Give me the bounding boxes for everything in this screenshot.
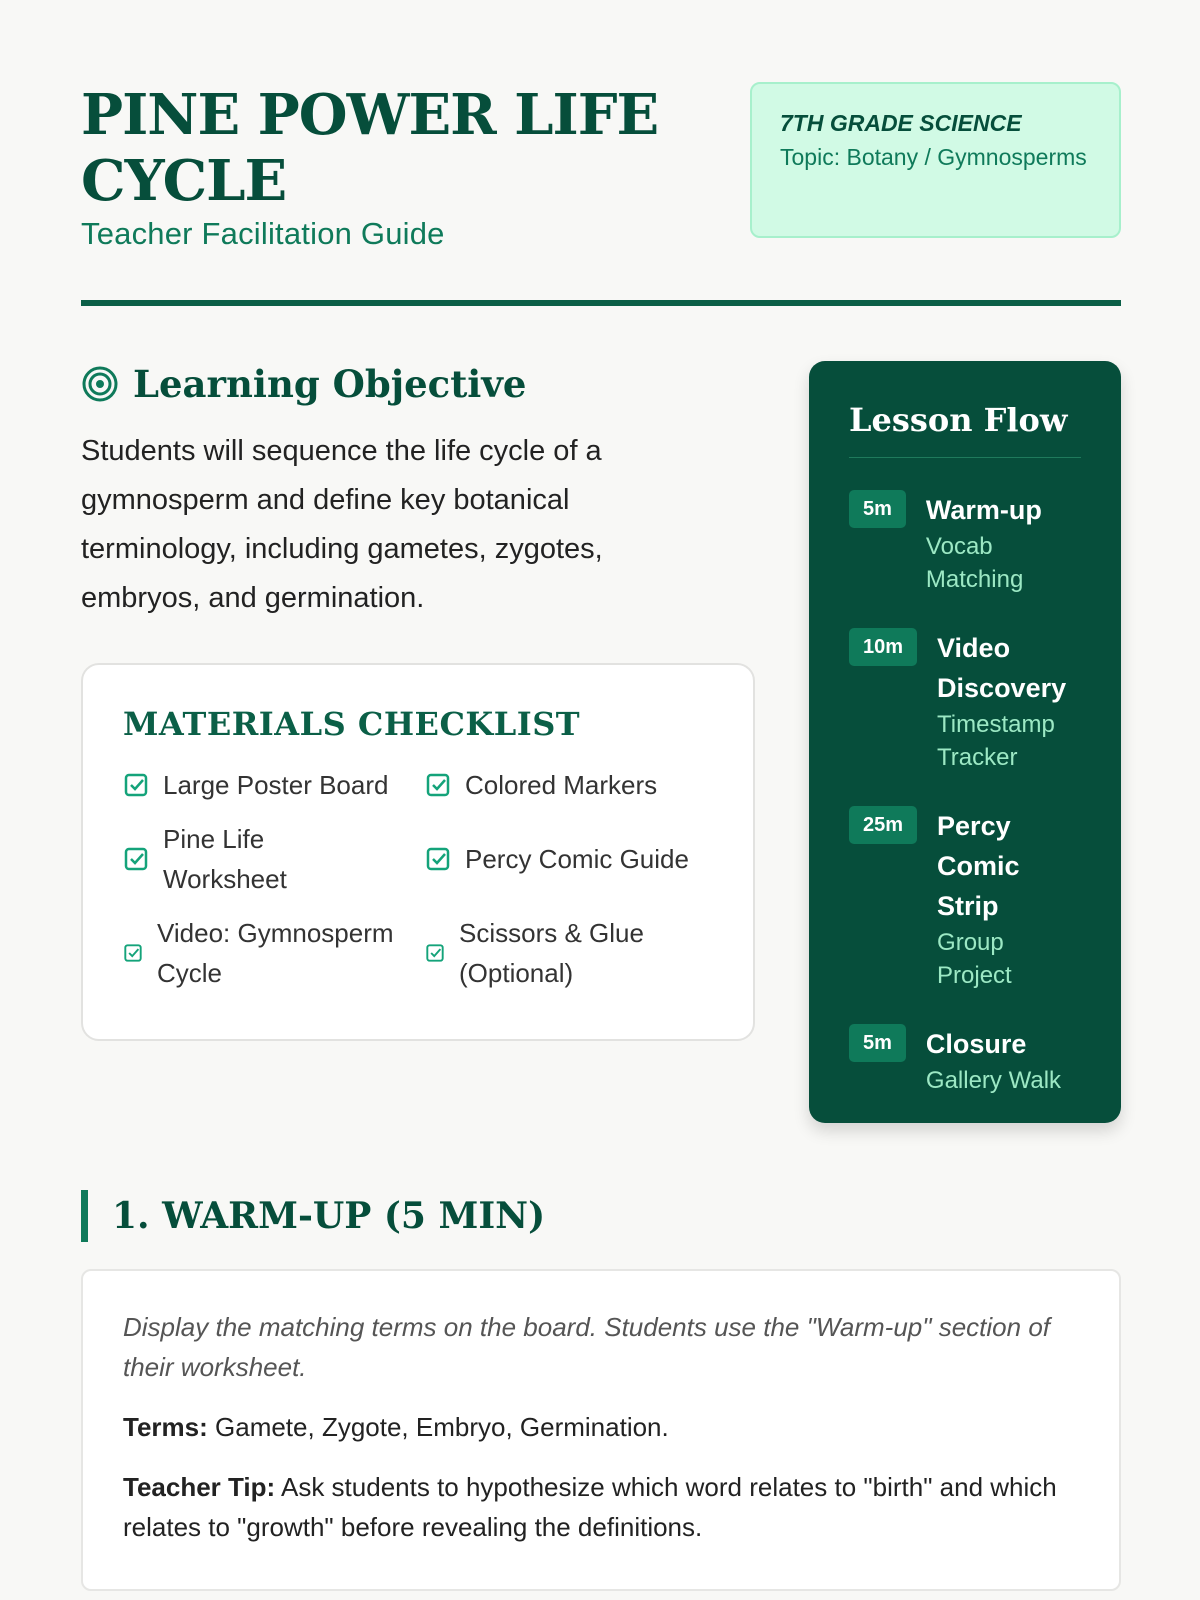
time-badge: 5m	[849, 1024, 906, 1062]
header	[81, 82, 1121, 308]
warmup-box	[81, 1269, 1121, 1591]
flow-item-desc: Vocab Matching	[925, 533, 1024, 593]
time-badge: 5m	[849, 490, 906, 528]
topic-label: Topic: Botany / Gymnosperms	[780, 144, 1087, 170]
material-label: Percy Comic Guide	[465, 844, 689, 874]
material-item	[425, 819, 725, 899]
material-item	[123, 819, 425, 899]
material-label: Pine Life Worksheet	[163, 824, 287, 894]
material-item	[425, 765, 725, 805]
material-item	[123, 765, 425, 805]
objective-heading	[81, 362, 526, 406]
lesson-flow-panel	[809, 361, 1121, 1123]
checkbox-checked-icon	[425, 846, 451, 872]
page-title: PINE POWER LIFE CYCLE	[81, 82, 659, 214]
grade-label: 7TH GRADE SCIENCE	[780, 110, 1022, 136]
checkbox-checked-icon	[123, 846, 149, 872]
lesson-flow-title: Lesson Flow	[849, 401, 1081, 458]
time-badge: 10m	[849, 628, 917, 666]
header-divider	[81, 300, 1121, 306]
checkbox-checked-icon	[123, 772, 149, 798]
materials-checklist	[81, 663, 755, 1041]
material-item	[425, 913, 725, 993]
grade-info-box	[750, 82, 1121, 238]
flow-item-name: Percy Comic Strip	[937, 811, 1020, 921]
objective-text: Students will sequence the life cycle of a gymnosperm and define key botanical terminology, including gametes, zygotes, embryos, and germination.	[81, 435, 603, 614]
checkbox-checked-icon	[425, 772, 451, 798]
material-item	[123, 913, 425, 993]
flow-item	[849, 490, 1081, 596]
material-label: Video: Gymnosperm Cycle	[157, 918, 394, 988]
material-label: Colored Markers	[465, 770, 658, 800]
materials-title: MATERIALS CHECKLIST	[123, 705, 581, 743]
checkbox-checked-icon	[123, 943, 143, 963]
target-icon	[81, 365, 119, 403]
flow-item	[849, 806, 1081, 992]
flow-item-desc: Group Project	[937, 929, 1012, 989]
materials-grid	[123, 765, 713, 993]
page-subtitle: Teacher Facilitation Guide	[81, 216, 445, 251]
tip-label: Teacher Tip:	[123, 1472, 276, 1502]
warmup-tip	[123, 1467, 1079, 1547]
warmup-terms	[123, 1407, 1079, 1447]
flow-item-desc: Gallery Walk	[925, 1067, 1062, 1094]
flow-item-name: Warm-up	[925, 495, 1042, 525]
material-label: Scissors & Glue (Optional)	[459, 918, 644, 988]
flow-item-desc: Timestamp Tracker	[937, 711, 1055, 771]
warmup-intro: Display the matching terms on the board. Students use the "Warm-up" section of their worksheet.	[123, 1312, 1050, 1382]
flow-item-name: Video Discovery	[937, 633, 1067, 703]
material-label: Large Poster Board	[163, 770, 389, 800]
checkbox-checked-icon	[425, 943, 445, 963]
section-heading: 1. WARM-UP (5 MIN)	[81, 1190, 545, 1242]
tip-text: Ask students to hypothesize which word relates to "birth" and which relates to "growth" before revealing the definitions.	[123, 1472, 1057, 1542]
objective-title: Learning Objective	[133, 362, 527, 406]
flow-item	[849, 1024, 1081, 1097]
terms-label: Terms:	[123, 1412, 208, 1442]
flow-item	[849, 628, 1081, 774]
flow-item-name: Closure	[925, 1029, 1027, 1059]
time-badge: 25m	[849, 806, 917, 844]
terms-text: Gamete, Zygote, Embryo, Germination.	[207, 1412, 669, 1442]
